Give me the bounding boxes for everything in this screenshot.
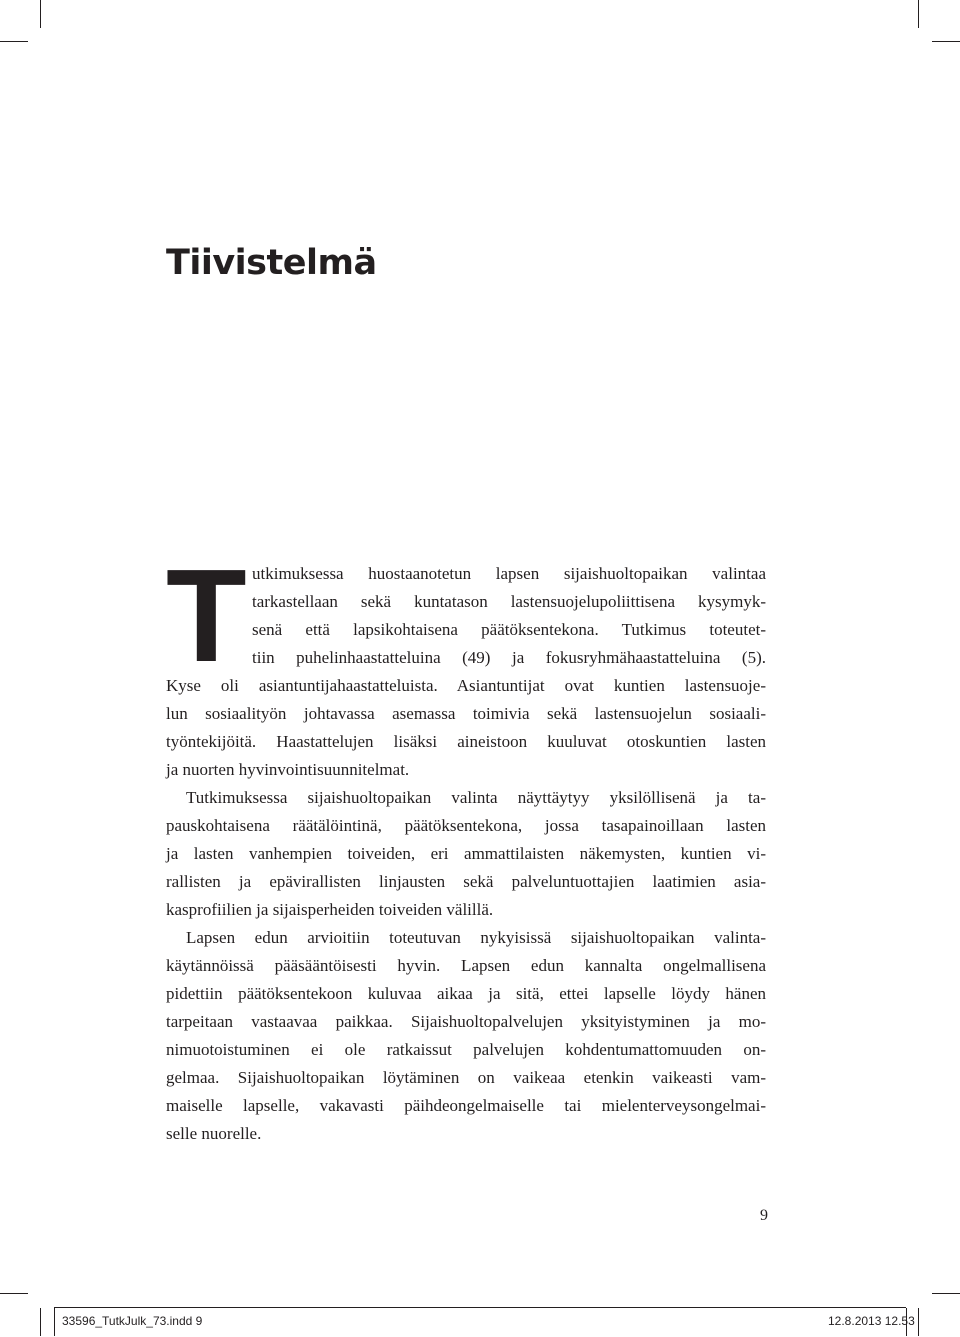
text-line: ja lasten vanhempien toiveiden, eri ammattilaisten näkemysten, kuntien vi- [166, 844, 766, 863]
text-line: utkimuksessa huostaanotetun lapsen sijaishuoltopaikan valintaa [252, 564, 766, 583]
text-line: työntekijöitä. Haastattelujen lisäksi aineistoon kuuluvat otoskuntien lasten [166, 732, 766, 751]
text-line: Lapsen edun arvioitiin toteutuvan nykyisissä sijaishuoltopaikan valinta- [186, 928, 766, 947]
text-line: Kyse oli asiantuntijahaastatteluista. Asiantuntijat ovat kuntien lastensuoje- [166, 676, 766, 695]
text-line: rallisten ja epävirallisten linjausten sekä palveluntuottajien laatimien asia- [166, 872, 766, 891]
crop-mark [40, 1308, 41, 1336]
text-line: Tutkimuksessa sijaishuoltopaikan valinta näyttäytyy yksilöllisenä ja ta- [186, 788, 766, 807]
text-line: käytännöissä pääsääntöisesti hyvin. Lapsen edun kannalta ongelmallisena [166, 956, 766, 975]
text-line: tarpeitaan vastaavaa paikkaa. Sijaishuoltopalvelujen yksityistyminen ja mo- [166, 1012, 766, 1031]
crop-mark [0, 41, 28, 42]
crop-mark [918, 0, 919, 28]
text-line: gelmaa. Sijaishuoltopaikan löytäminen on vaikeaa etenkin vaikeasti vam- [166, 1068, 766, 1087]
text-line: ja nuorten hyvinvointisuunnitelmat. [166, 760, 410, 779]
crop-mark [932, 1293, 960, 1294]
text-line: pidettiin päätöksentekoon kuluvaa aikaa ja sitä, ettei lapselle löydy hänen [166, 984, 766, 1003]
text-line: lun sosiaalityön johtavassa asemassa toimivia sekä lastensuojelun sosiaali- [166, 704, 766, 723]
text-line: pauskohtaisena räätälöintinä, päätöksentekona, jossa tasapainoillaan lasten [166, 816, 766, 835]
crop-mark [40, 0, 41, 28]
abstract-body [166, 542, 766, 1148]
crop-mark [918, 1308, 919, 1336]
text-line: selle nuorelle. [166, 1124, 262, 1143]
drop-cap: T [166, 542, 247, 689]
slug-timestamp: 12.8.2013 12.53 [828, 1314, 915, 1328]
text-line: maiselle lapselle, vakavasti päihdeongelmaiselle tai mielenterveysongelmai- [166, 1096, 766, 1115]
text-line: nimuotoistuminen ei ole ratkaissut palvelujen kohdentumattomuuden on- [166, 1040, 766, 1059]
text-line: tarkastellaan sekä kuntatason lastensuojelupoliittisena kysymyk- [252, 592, 766, 611]
crop-mark [0, 1293, 28, 1294]
text-line: senä että lapsikohtaisena päätöksentekona. Tutkimus toteutet- [252, 620, 766, 639]
page-title: Tiivistelmä [166, 243, 377, 283]
text-line: tiin puhelinhaastatteluina (49) ja fokusryhmähaastatteluina (5). [252, 648, 766, 667]
crop-mark [932, 41, 960, 42]
slug-divider [54, 1308, 55, 1336]
page-number: 9 [760, 1207, 768, 1224]
slug-file-name: 33596_TutkJulk_73.indd 9 [62, 1314, 203, 1328]
text-line: kasprofiilien ja sijaisperheiden toiveiden välillä. [166, 900, 494, 919]
